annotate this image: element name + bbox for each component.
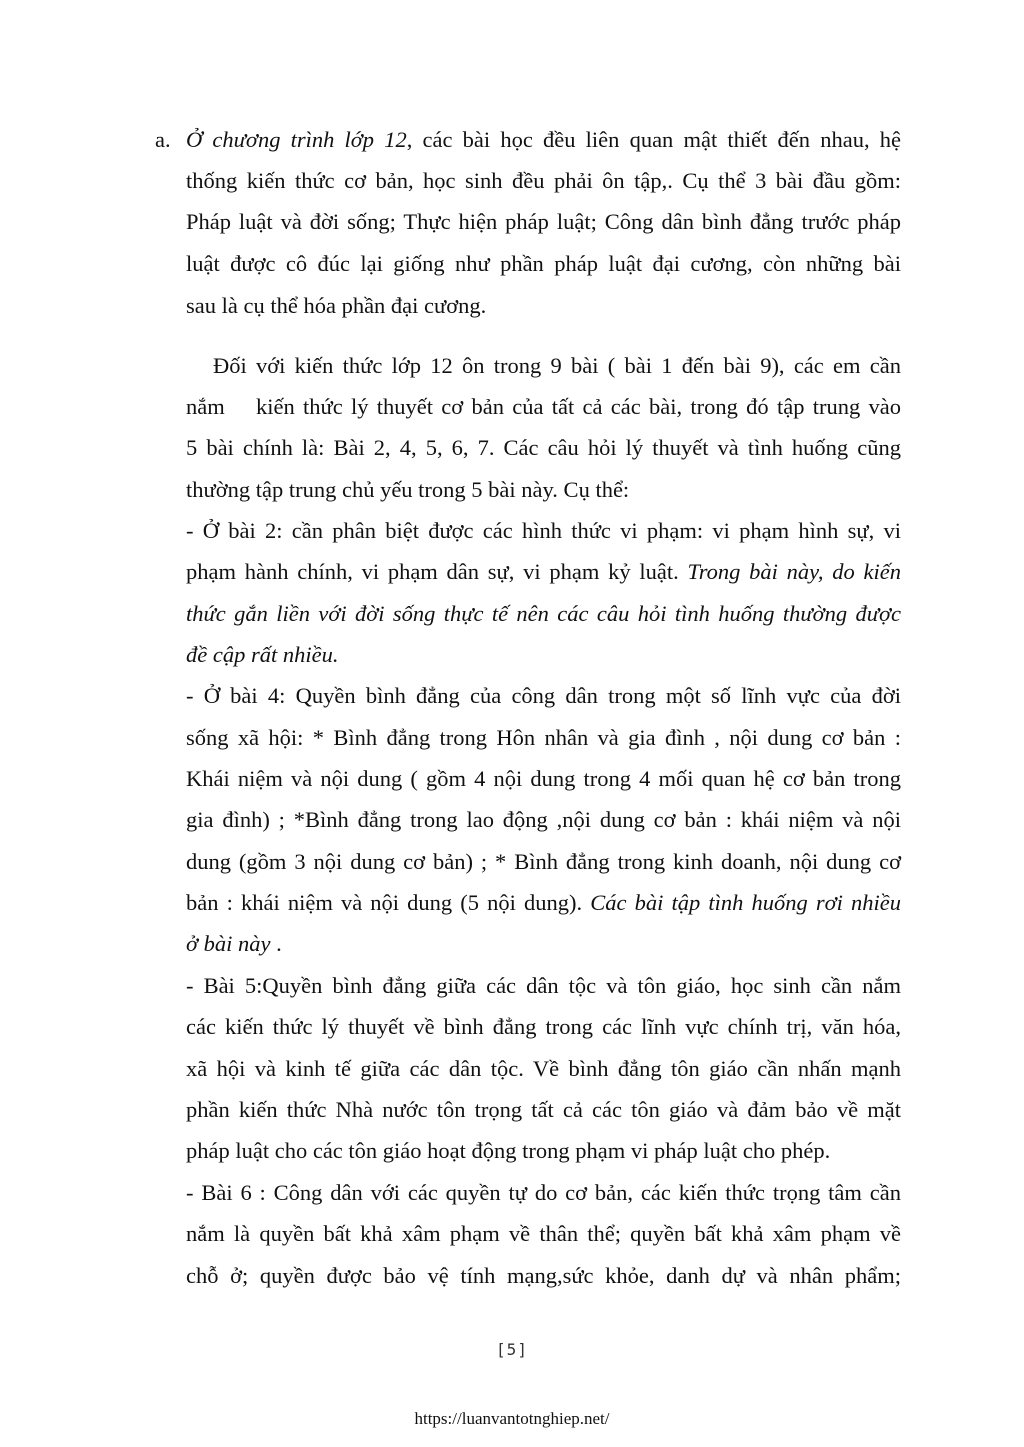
bai4-line-4: gia đình) ; *Bình đẳng trong lao động ,nội dung cơ bản : khái niệm và nội <box>186 807 901 832</box>
intro-line-1: Đối với kiến thức lớp 12 ôn trong 9 bài ( bài 1 đến bài 9), các em cần <box>213 353 901 378</box>
bai4-line-3: Khái niệm và nội dung ( gồm 4 nội dung trong 4 mối quan hệ cơ bản trong <box>186 766 901 791</box>
intro-line-2: kiến thức lý thuyết cơ bản của tất cả các bài, trong đó tập trung vào <box>256 394 901 419</box>
bai5-line-5: pháp luật cho các tôn giáo hoạt động trong phạm vi pháp luật cho phép. <box>186 1138 831 1163</box>
bai2-line-4: đề cập rất nhiều. <box>186 642 339 667</box>
bai4-line-1: - Ở bài 4: Quyền bình đẳng của công dân trong một số lĩnh vực của đời <box>186 683 901 708</box>
section-a-line-2: thống kiến thức cơ bản, học sinh đều phải ôn tập,. Cụ thể 3 bài đầu gồm: <box>186 168 901 193</box>
section-a-line-1-text: , các bài học đều liên quan mật thiết đến nhau, hệ <box>406 127 901 152</box>
bai4-line-6-text: bản : khái niệm và nội dung (5 nội dung). <box>186 890 591 915</box>
list-marker-a: a. <box>155 127 171 152</box>
bai2-line-2 <box>186 558 901 586</box>
page-number: [5] <box>496 1340 528 1359</box>
bai5-line-3: xã hội và kinh tế giữa các dân tộc. Về bình đẳng tôn giáo cần nhấn mạnh <box>186 1056 901 1081</box>
bai6-line-2: nắm là quyền bất khả xâm phạm về thân thể; quyền bất khả xâm phạm về <box>186 1221 901 1246</box>
bai4-line-5: dung (gồm 3 nội dung cơ bản) ; * Bình đẳng trong kinh doanh, nội dung cơ <box>186 849 901 874</box>
bai4-line-6 <box>186 889 901 917</box>
intro-line-3: 5 bài chính là: Bài 2, 4, 5, 6, 7. Các câu hỏi lý thuyết và tình huống cũng <box>186 435 901 460</box>
section-a-line-3: Pháp luật và đời sống; Thực hiện pháp luật; Công dân bình đẳng trước pháp <box>186 209 901 234</box>
bai5-line-1: - Bài 5:Quyền bình đẳng giữa các dân tộc và tôn giáo, học sinh cần nắm <box>186 973 901 998</box>
bai6-line-1: - Bài 6 : Công dân với các quyền tự do cơ bản, các kiến thức trọng tâm cần <box>186 1180 901 1205</box>
bai4-line-6-italic: Các bài tập tình huống rơi nhiều <box>590 890 901 915</box>
bai6-line-3: chỗ ở; quyền được bảo vệ tính mạng,sức khỏe, danh dự và nhân phẩm; <box>186 1263 901 1288</box>
bai2-line-2-italic: Trong bài này, do kiến <box>687 559 901 584</box>
intro-line-4: thường tập trung chủ yếu trong 5 bài này. Cụ thể: <box>186 477 630 502</box>
section-a-line-5: sau là cụ thể hóa phần đại cương. <box>186 293 487 318</box>
bai4-line-7 <box>186 930 282 958</box>
bai4-line-7-italic: ở bài này <box>186 931 271 956</box>
section-a-italic-lead: Ở chương trình lớp 12 <box>186 127 407 152</box>
bai2-line-2-text: phạm hành chính, vi phạm dân sự, vi phạm kỷ luật. <box>186 559 688 584</box>
section-a-line-4: luật được cô đúc lại giống như phần pháp luật đại cương, còn những bài <box>186 251 901 276</box>
bai4-line-7-text: . <box>270 931 282 956</box>
bai4-line-2: sống xã hội: * Bình đẳng trong Hôn nhân và gia đình , nội dung cơ bản : <box>186 725 901 750</box>
bai2-line-3: thức gắn liền với đời sống thực tế nên các câu hỏi tình huống thường được <box>186 601 901 626</box>
bai2-line-1: - Ở bài 2: cần phân biệt được các hình thức vi phạm: vi phạm hình sự, vi <box>186 518 901 543</box>
bai5-line-2: các kiến thức lý thuyết về bình đẳng trong các lĩnh vực chính trị, văn hóa, <box>186 1014 901 1039</box>
section-a-line-1 <box>186 126 901 154</box>
intro-line-2-word: nắm <box>186 394 225 419</box>
bai5-line-4: phần kiến thức Nhà nước tôn trọng tất cả các tôn giáo và đảm bảo về mặt <box>186 1097 901 1122</box>
source-url[interactable]: https://luanvantotnghiep.net/ <box>414 1409 610 1428</box>
